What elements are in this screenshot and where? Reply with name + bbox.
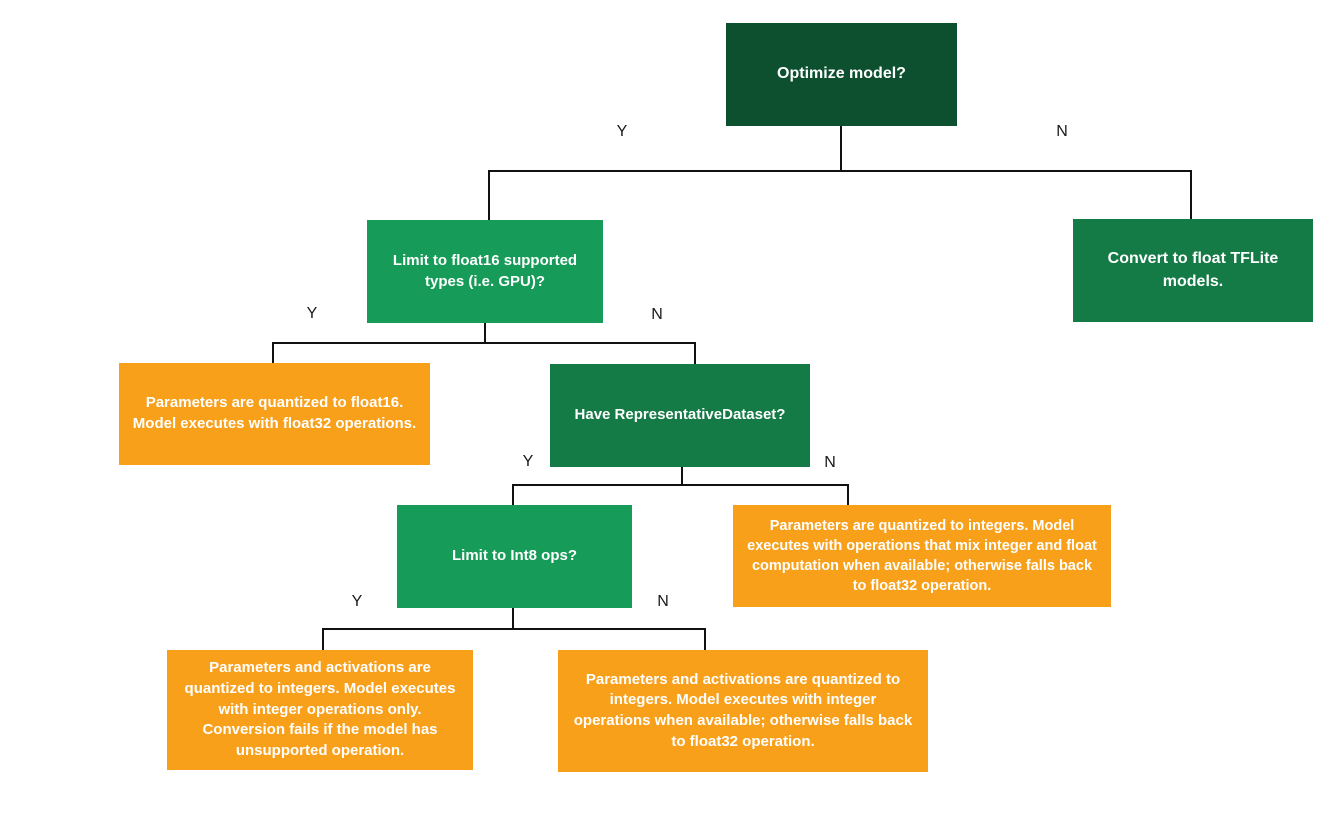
node-integer-only-result: Parameters and activations are quantized to integers. Model executes with integer operations only. Conversion fails if the model has unsupported operation.: [167, 650, 473, 770]
branch-label-dataset-no: N: [824, 454, 836, 471]
node-float16-result: Parameters are quantized to float16. Model executes with float32 operations.: [119, 363, 430, 465]
connector-level3-horizontal: [513, 484, 849, 486]
connector-level1-horizontal: [489, 170, 1192, 172]
connector-level1-no-drop: [1190, 170, 1192, 219]
connector-level2-yes-drop: [272, 342, 274, 363]
connector-int8-stem: [512, 608, 514, 630]
node-integer-fallback-result: Parameters and activations are quantized to integers. Model executes with integer operations when available; otherwise falls back to float32 operation.: [558, 650, 928, 772]
connector-level2-horizontal: [273, 342, 696, 344]
connector-level4-horizontal: [323, 628, 706, 630]
branch-label-optimize-no: N: [1056, 123, 1068, 140]
branch-label-float16-yes: Y: [306, 305, 318, 322]
connector-optimize-stem: [840, 126, 842, 172]
connector-level1-yes-drop: [488, 170, 490, 220]
connector-float16-stem: [484, 323, 486, 344]
branch-label-int8-no: N: [657, 593, 669, 610]
node-limit-float16: Limit to float16 supported types (i.e. GPU)?: [367, 220, 603, 323]
connector-level3-yes-drop: [512, 484, 514, 505]
branch-label-float16-no: N: [651, 306, 663, 323]
node-convert-float-tflite: Convert to float TFLite models.: [1073, 219, 1313, 322]
node-have-representative-dataset: Have RepresentativeDataset?: [550, 364, 810, 467]
node-optimize-model: Optimize model?: [726, 23, 957, 126]
connector-level3-no-drop: [847, 484, 849, 505]
branch-label-dataset-yes: Y: [522, 453, 534, 470]
connector-level4-yes-drop: [322, 628, 324, 650]
branch-label-optimize-yes: Y: [616, 123, 628, 140]
connector-level4-no-drop: [704, 628, 706, 650]
connector-level2-no-drop: [694, 342, 696, 364]
branch-label-int8-yes: Y: [351, 593, 363, 610]
node-limit-int8-ops: Limit to Int8 ops?: [397, 505, 632, 608]
node-mixed-int-float-result: Parameters are quantized to integers. Model executes with operations that mix integer and float computation when available; otherwise falls back to float32 operation.: [733, 505, 1111, 607]
